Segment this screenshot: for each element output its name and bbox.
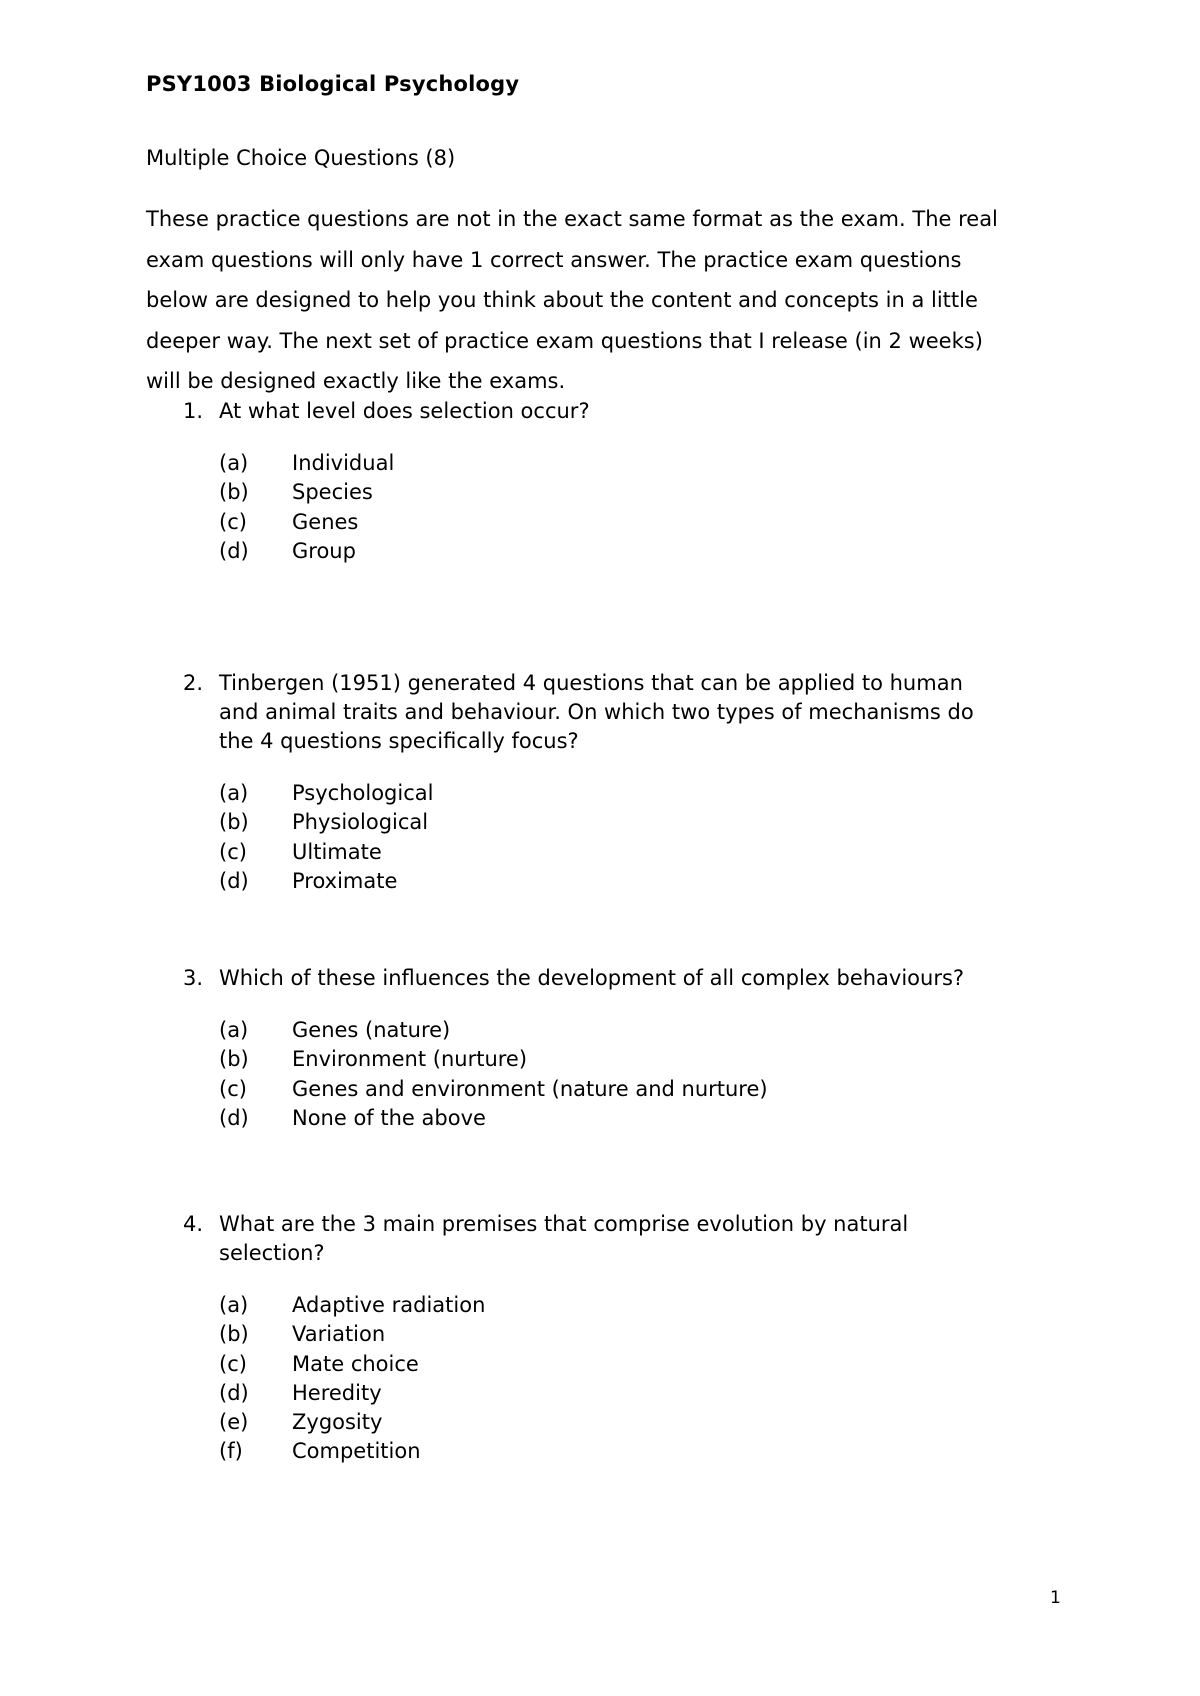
question-stem — [183, 1210, 1083, 1268]
question-3 — [183, 964, 1083, 1133]
option-text: None of the above — [292, 1105, 486, 1130]
option-label: (c) — [219, 509, 247, 534]
answer-option — [219, 478, 1083, 507]
option-text: Environment (nurture) — [292, 1047, 528, 1072]
answer-option — [219, 1075, 1083, 1104]
question-stem — [183, 397, 1083, 426]
option-label: (d) — [219, 868, 249, 893]
question-stem-line: What are the 3 main premises that comprise evolution by natural — [219, 1212, 909, 1236]
option-text: Variation — [292, 1322, 386, 1347]
question-number: 1. — [183, 399, 204, 423]
option-text: Heredity — [292, 1380, 382, 1405]
intro-line: exam questions will only have 1 correct answer. The practice exam questions — [146, 247, 962, 272]
answer-option — [219, 1320, 1083, 1349]
answer-option — [219, 808, 1083, 837]
option-label: (a) — [219, 1293, 249, 1317]
option-label: (b) — [219, 1047, 249, 1072]
option-label: (d) — [219, 538, 249, 563]
intro-line: These practice questions are not in the exact same format as the exam. The real — [146, 207, 998, 231]
answer-option — [219, 1045, 1083, 1074]
option-label: (b) — [219, 810, 249, 835]
option-text: Proximate — [292, 868, 398, 893]
option-text: Psychological — [292, 781, 434, 805]
option-label: (a) — [219, 781, 249, 805]
option-label: (d) — [219, 1105, 249, 1130]
question-number: 4. — [183, 1212, 204, 1236]
option-text: Genes (nature) — [292, 1018, 451, 1042]
option-label: (c) — [219, 1351, 247, 1376]
question-4 — [183, 1210, 1083, 1467]
question-number: 2. — [183, 671, 204, 695]
answer-option — [219, 508, 1083, 537]
document-title: PSY1003 Biological Psychology — [146, 72, 520, 96]
intro-line: below are designed to help you think about the content and concepts in a little — [146, 288, 978, 312]
question-2 — [183, 669, 1083, 896]
option-label: (a) — [219, 1018, 249, 1042]
answer-option — [219, 838, 1083, 867]
answer-options — [219, 449, 1083, 566]
option-text: Genes — [292, 509, 359, 534]
answer-option — [219, 537, 1083, 566]
question-stem-line: At what level does selection occur? — [219, 399, 590, 423]
option-label: (c) — [219, 839, 247, 864]
option-label: (e) — [219, 1410, 249, 1435]
answer-option — [219, 1379, 1083, 1408]
option-label: (b) — [219, 480, 249, 505]
question-stem-line: and animal traits and behaviour. On which two types of mechanisms do — [219, 700, 974, 724]
question-stem — [183, 669, 1083, 756]
question-number: 3. — [183, 966, 204, 990]
option-text: Species — [292, 480, 373, 505]
option-label: (c) — [219, 1076, 247, 1101]
intro-line: deeper way. The next set of practice exam questions that I release (in 2 weeks) — [146, 328, 983, 353]
option-label: (b) — [219, 1322, 249, 1347]
answer-option — [219, 1104, 1083, 1133]
option-text: Individual — [292, 451, 395, 475]
intro-paragraph — [146, 199, 1076, 402]
answer-option — [219, 1437, 1083, 1466]
answer-option — [219, 449, 1083, 478]
answer-option — [219, 1291, 1083, 1320]
intro-line: will be designed exactly like the exams. — [146, 369, 566, 393]
answer-option — [219, 1350, 1083, 1379]
option-label: (f) — [219, 1439, 243, 1464]
answer-options — [219, 779, 1083, 896]
page-number: 1 — [1050, 1588, 1061, 1608]
option-text: Physiological — [292, 810, 429, 835]
option-text: Adaptive radiation — [292, 1293, 486, 1317]
answer-option — [219, 1016, 1083, 1045]
answer-options — [219, 1291, 1083, 1467]
answer-option — [219, 1408, 1083, 1437]
question-stem-line: Tinbergen (1951) generated 4 questions that can be applied to human — [219, 671, 963, 695]
question-stem — [183, 964, 1083, 993]
option-text: Mate choice — [292, 1351, 419, 1376]
document-subtitle: Multiple Choice Questions (8) — [146, 146, 456, 170]
answer-option — [219, 867, 1083, 896]
answer-options — [219, 1016, 1083, 1133]
question-stem-line: selection? — [219, 1241, 325, 1265]
option-text: Zygosity — [292, 1410, 383, 1435]
option-text: Group — [292, 538, 356, 563]
question-stem-line: Which of these influences the development of all complex behaviours? — [219, 966, 965, 990]
answer-option — [219, 779, 1083, 808]
option-text: Genes and environment (nature and nurture) — [292, 1076, 768, 1101]
question-stem-line: the 4 questions specifically focus? — [219, 729, 579, 753]
option-text: Competition — [292, 1439, 421, 1464]
option-label: (d) — [219, 1380, 249, 1405]
question-1 — [183, 397, 1083, 566]
option-text: Ultimate — [292, 839, 382, 864]
option-label: (a) — [219, 451, 249, 475]
